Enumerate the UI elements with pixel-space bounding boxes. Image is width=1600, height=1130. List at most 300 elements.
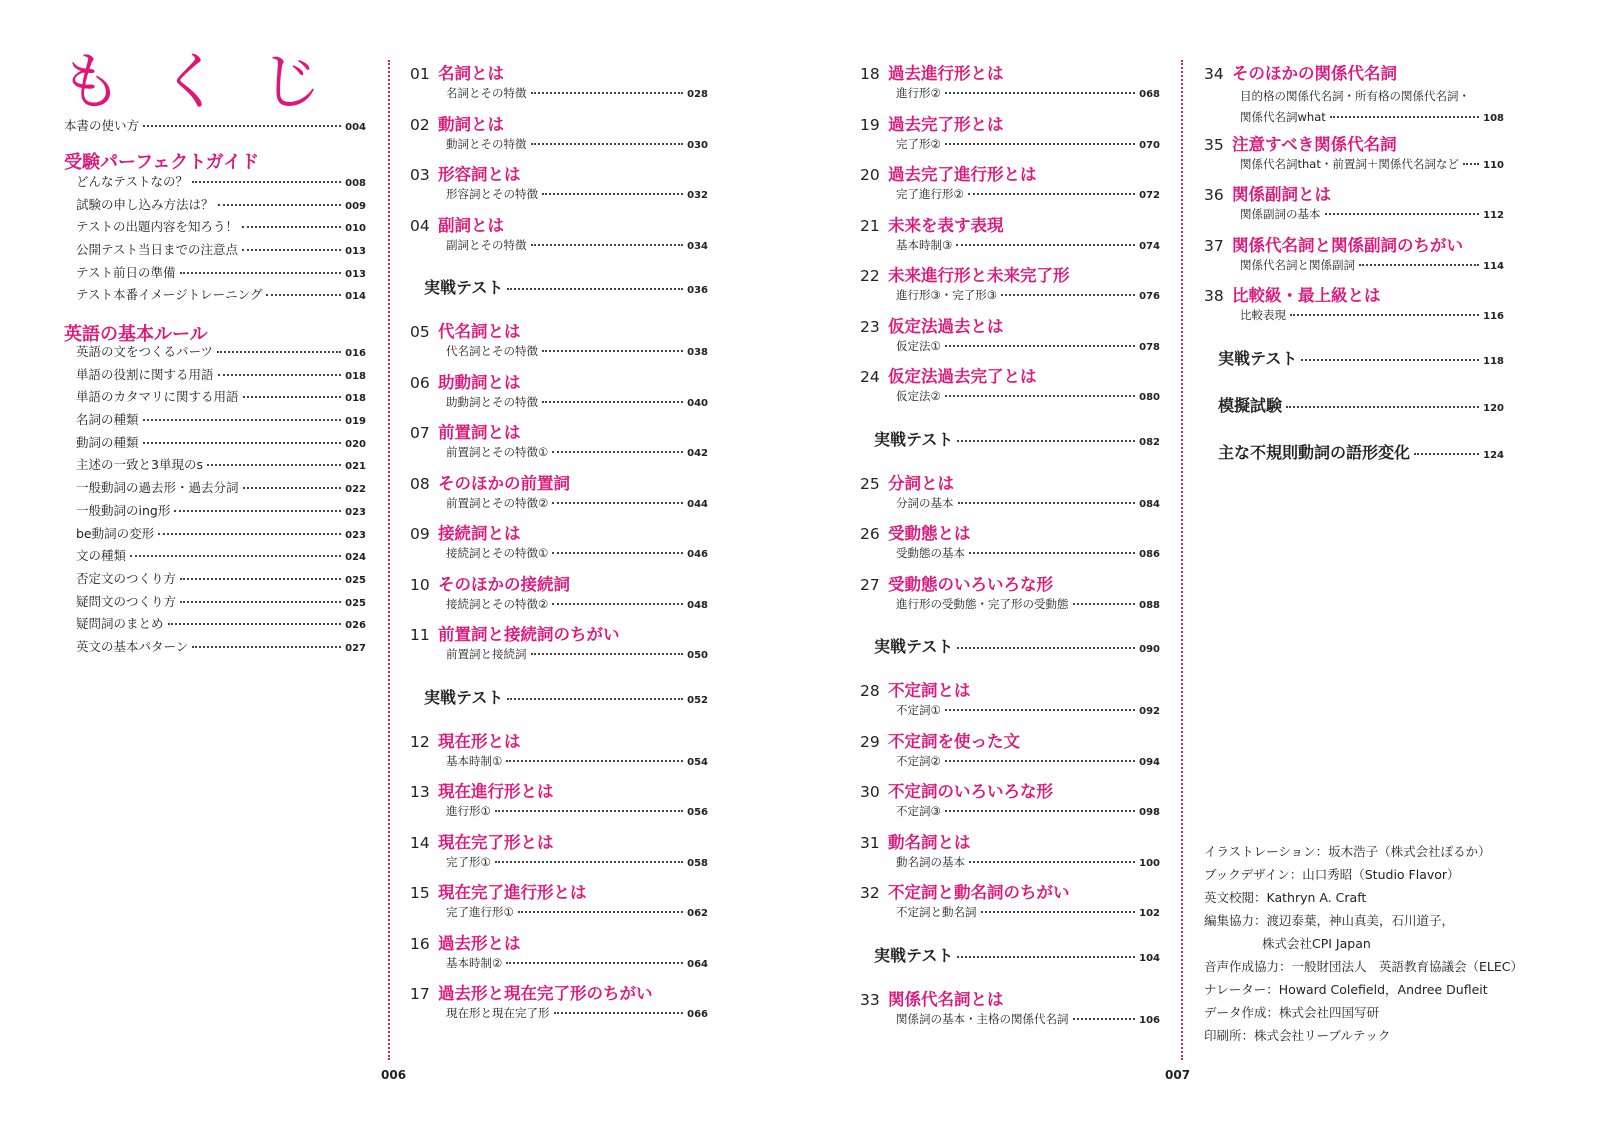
toc-item-label: 実戦テスト <box>874 637 954 656</box>
chapter-subtitle <box>896 753 1160 768</box>
leader-dots <box>945 345 1135 347</box>
chapter-heading <box>410 879 708 903</box>
page-ref: 086 <box>1139 549 1160 560</box>
leader-dots <box>218 374 342 376</box>
chapter-subtitle <box>446 806 708 818</box>
chapter-title: 助動詞とは <box>438 372 521 392</box>
leader-dots <box>495 861 683 863</box>
chapter-number: 15 <box>410 884 430 902</box>
toc-item-label: 接続詞とその特徴① <box>446 546 549 560</box>
page-ref: 016 <box>345 348 366 359</box>
toc-chapter-entry[interactable] <box>410 419 708 459</box>
toc-item-label: 公開テスト当日までの注意点 <box>76 242 239 258</box>
subtitle-row[interactable] <box>1240 209 1504 221</box>
chapter-subtitle <box>1240 156 1504 171</box>
chapter-subtitle <box>896 806 1160 818</box>
toc-chapter-entry[interactable] <box>860 212 1160 252</box>
subtitle-row[interactable] <box>896 136 1160 151</box>
leader-dots <box>1290 314 1479 316</box>
toc-chapter-entry[interactable] <box>860 571 1160 611</box>
subtitle-row[interactable] <box>896 237 1160 252</box>
leader-dots <box>1325 213 1480 215</box>
toc-chapter-entry[interactable] <box>410 369 708 409</box>
subtitle-row[interactable] <box>896 338 1160 353</box>
chapter-title: 動詞とは <box>438 114 504 134</box>
page-ref: 022 <box>345 484 366 496</box>
chapter-heading <box>860 520 1160 544</box>
subtitle-row[interactable] <box>896 806 1160 818</box>
page-ref: 076 <box>1139 291 1160 302</box>
chapter-subtitle <box>896 1011 1160 1026</box>
toc-chapter-entry[interactable] <box>860 111 1160 151</box>
chapter-number: 14 <box>410 833 430 852</box>
section-list <box>76 346 366 664</box>
chapter-title: 受動態とは <box>888 524 971 543</box>
chapter-heading <box>410 111 708 135</box>
page-ref: 072 <box>1139 190 1160 201</box>
chapter-subtitle <box>896 854 1160 869</box>
toc-chapter-entry[interactable] <box>860 728 1160 768</box>
toc-item[interactable] <box>76 570 366 596</box>
subtitle-row[interactable] <box>446 955 708 970</box>
toc-item-label: 完了形② <box>896 136 941 151</box>
subtitle-row[interactable] <box>446 495 708 510</box>
page-ref: 108 <box>1483 113 1504 124</box>
toc-item[interactable] <box>76 459 366 482</box>
page-ref: 062 <box>687 908 708 919</box>
toc-item-label: 前置詞とその特徴① <box>446 445 549 459</box>
chapter-subtitle <box>446 136 708 151</box>
leader-dots <box>143 419 342 421</box>
section-list <box>76 176 366 312</box>
toc-item[interactable] <box>76 434 366 460</box>
toc-chapter-entry[interactable] <box>1204 232 1504 272</box>
leader-dots <box>956 244 1135 246</box>
subtitle-row[interactable] <box>1240 257 1504 272</box>
chapter-title: 受動態のいろいろな形 <box>888 574 1053 594</box>
chapter-number: 11 <box>410 626 430 644</box>
toc-item-label: 完了進行形① <box>446 905 514 919</box>
page-ref: 120 <box>1483 402 1504 414</box>
chapter-heading <box>410 829 708 853</box>
leader-dots <box>1330 116 1479 118</box>
chapter-number: 06 <box>410 373 430 392</box>
toc-item-label: 疑問詞のまとめ <box>76 616 164 632</box>
chapter-subtitle <box>896 338 1160 353</box>
jissen-row[interactable] <box>424 280 708 296</box>
leader-dots <box>552 552 683 554</box>
subtitle-row[interactable] <box>446 753 708 768</box>
chapter-subtitle <box>446 649 708 661</box>
chapter-heading <box>410 212 708 236</box>
toc-item-label: 分詞の基本 <box>896 495 954 510</box>
toc-chapter-entry[interactable] <box>410 621 708 661</box>
toc-item[interactable] <box>76 525 366 551</box>
toc-item-label: 関係代名詞what <box>1240 110 1326 124</box>
toc-item[interactable] <box>76 618 366 641</box>
toc-item-label: 動詞とその特徴 <box>446 136 527 151</box>
chapter-title: 比較級・最上級とは <box>1232 286 1381 305</box>
chapter-heading <box>410 369 708 393</box>
toc-item-label: どんなテストなの？ <box>76 174 189 189</box>
toc-item-label: 関係代名詞that・前置詞＋関係代名詞など <box>1240 156 1459 171</box>
toc-item[interactable] <box>76 264 366 290</box>
leader-dots <box>158 533 341 535</box>
toc-chapter-entry[interactable] <box>860 677 1160 717</box>
subtitle-row[interactable] <box>446 346 708 358</box>
toc-item[interactable] <box>76 221 366 244</box>
chapter-title: 未来進行形と未来完了形 <box>888 266 1070 285</box>
subtitle-row[interactable] <box>896 596 1160 611</box>
subtitle-row[interactable] <box>1240 156 1504 171</box>
chapter-number: 08 <box>410 474 430 493</box>
page-ref: 026 <box>345 620 366 632</box>
toc-chapter-entry[interactable] <box>860 161 1160 201</box>
toc-item[interactable] <box>76 391 366 414</box>
chapter-number: 37 <box>1204 236 1224 255</box>
toc-chapter-entry[interactable] <box>410 778 708 818</box>
page-ref: 023 <box>345 506 366 518</box>
chapter-subtitle <box>896 189 1160 201</box>
column-divider <box>1181 60 1183 1060</box>
chapter-subtitle <box>446 346 708 358</box>
chapter-title: そのほかの関係代名詞 <box>1232 64 1397 83</box>
column-divider <box>388 60 390 1060</box>
subtitle-row[interactable] <box>896 290 1160 302</box>
leader-dots <box>1301 359 1479 361</box>
toc-item-label: 関係詞の基本・主格の関係代名詞 <box>896 1011 1069 1026</box>
subtitle-row[interactable] <box>896 88 1160 100</box>
toc-item-label: 疑問文のつくり方 <box>76 593 177 609</box>
toc-chapter-entry[interactable] <box>1204 60 1504 124</box>
jissen-row[interactable] <box>1218 348 1504 368</box>
page-ref: 052 <box>687 694 708 706</box>
page-ref: 110 <box>1483 159 1504 171</box>
toc-item-label: 前置詞とその特徴② <box>446 495 549 510</box>
leader-dots <box>531 244 684 246</box>
leader-dots <box>242 249 341 251</box>
jissen-row[interactable] <box>424 687 708 707</box>
leader-dots <box>957 956 1135 958</box>
page-ref: 050 <box>687 650 708 661</box>
subtitle-row[interactable] <box>896 189 1160 201</box>
page-ref: 034 <box>687 240 708 252</box>
toc-item-label: 一般動詞の過去形・過去分詞 <box>76 480 239 496</box>
toc-item-label: 不定詞③ <box>896 804 941 818</box>
page-ref: 116 <box>1483 311 1504 322</box>
subtitle-row[interactable] <box>1240 310 1504 322</box>
page-ref: 042 <box>687 448 708 459</box>
subtitle-row[interactable] <box>446 548 708 560</box>
toc-chapter-entry[interactable] <box>860 313 1160 353</box>
subtitle-row[interactable] <box>896 753 1160 768</box>
subtitle-row[interactable] <box>896 391 1160 403</box>
chapter-number: 33 <box>860 990 880 1009</box>
page-ref: 066 <box>687 1009 708 1020</box>
jissen-test-entry <box>424 280 708 296</box>
toc-item-label: 比較表現 <box>1240 308 1286 322</box>
subtitle-row[interactable] <box>446 447 708 459</box>
toc-chapter-entry[interactable] <box>410 571 708 611</box>
page-ref: 024 <box>345 552 366 564</box>
subtitle-row[interactable] <box>896 495 1160 510</box>
toc-chapter-entry[interactable] <box>410 318 708 358</box>
toc-item-label: 模擬試験 <box>1218 395 1283 415</box>
leader-dots <box>180 272 342 274</box>
leader-dots <box>1073 603 1136 605</box>
chapter-heading <box>410 318 708 342</box>
subtitle-row[interactable] <box>896 907 1160 919</box>
page-ref: 004 <box>345 122 366 133</box>
chapter-title: 不定詞と動名詞のちがい <box>888 883 1070 902</box>
subtitle-row[interactable] <box>446 88 708 100</box>
leader-dots <box>192 646 341 648</box>
chapter-heading <box>860 470 1160 494</box>
toc-chapter-entry[interactable] <box>1204 131 1504 171</box>
toc-chapter-entry[interactable] <box>860 778 1160 818</box>
chapter-subtitle <box>1240 257 1504 272</box>
chapter-title: 前置詞とは <box>438 423 521 442</box>
toc-item-label: 主述の一致と3単現のs <box>76 457 203 473</box>
toc-item-label: 試験の申し込み方法は？ <box>76 196 214 212</box>
toc-item-label: 不定詞と動名詞 <box>896 905 977 919</box>
chapter-number: 01 <box>410 65 430 83</box>
toc-chapter-entry[interactable] <box>410 728 708 768</box>
toc-item[interactable] <box>76 346 366 369</box>
subtitle-row[interactable] <box>896 705 1160 717</box>
toc-chapter-entry[interactable] <box>860 520 1160 560</box>
chapter-subtitle <box>1240 88 1504 124</box>
chapter-number: 30 <box>860 783 880 801</box>
subtitle-row[interactable] <box>446 806 708 818</box>
toc-chapter-entry[interactable] <box>410 470 708 510</box>
page-ref: 046 <box>687 549 708 560</box>
chapter-title: 動名詞とは <box>888 832 971 852</box>
chapter-subtitle <box>1240 310 1504 322</box>
jissen-test-entry <box>874 429 1160 449</box>
chapter-heading <box>860 879 1160 903</box>
subtitle-row[interactable] <box>446 854 708 869</box>
subtitle-row[interactable] <box>896 548 1160 560</box>
chapter-number: 07 <box>410 424 430 442</box>
toc-item[interactable] <box>76 550 366 573</box>
chapter-subtitle <box>446 88 708 100</box>
chapter-number: 20 <box>860 166 880 184</box>
toc-chapter-entry[interactable] <box>1204 282 1504 322</box>
subtitle-row[interactable] <box>1240 112 1504 124</box>
toc-item-label: 実戦テスト <box>424 687 504 707</box>
leader-dots <box>242 226 341 228</box>
leader-dots <box>506 760 683 762</box>
chapter-subtitle <box>1240 209 1504 221</box>
toc-item-label: テスト前日の準備 <box>76 264 176 280</box>
toc-item[interactable] <box>76 502 366 528</box>
chapter-title: 前置詞と接続詞のちがい <box>438 625 620 644</box>
page-ref: 032 <box>687 190 708 201</box>
chapter-title: 分詞とは <box>888 473 954 493</box>
chapter-heading <box>410 161 708 185</box>
jissen-row[interactable] <box>1218 395 1504 415</box>
chapter-heading <box>1204 282 1504 306</box>
toc-item[interactable] <box>76 414 366 437</box>
credit-line: ナレーター：Howard Colefield，Andree Dufleit <box>1204 982 1488 997</box>
leader-dots <box>130 555 341 557</box>
toc-chapter-entry[interactable] <box>410 161 708 201</box>
leader-dots <box>542 350 683 352</box>
toc-item[interactable] <box>76 482 366 505</box>
page-title: もくじ <box>60 45 361 118</box>
chapter-heading <box>410 470 708 494</box>
toc-item[interactable] <box>76 593 366 619</box>
page-ref: 023 <box>345 529 366 541</box>
chapter-number: 32 <box>860 884 880 902</box>
chapter-number: 21 <box>860 216 880 235</box>
page-ref: 054 <box>687 756 708 768</box>
toc-chapter-entry[interactable] <box>860 829 1160 869</box>
chapter-number: 23 <box>860 317 880 336</box>
chapter-subtitle <box>446 394 708 409</box>
chapter-subtitle <box>896 907 1160 919</box>
credit-line: 編集協力：渡辺泰葉，神山真美，石川道子， <box>1204 913 1455 928</box>
subtitle-row[interactable] <box>446 189 708 201</box>
subtitle-row[interactable] <box>446 649 708 661</box>
leader-dots <box>1414 453 1479 455</box>
chapter-title: そのほかの前置詞 <box>438 473 570 493</box>
toc-item[interactable] <box>76 176 366 199</box>
chapter-number: 18 <box>860 65 880 83</box>
toc-chapter-entry[interactable] <box>860 262 1160 302</box>
chapter-title: 過去進行形とは <box>888 64 1004 83</box>
toc-chapter-entry[interactable] <box>410 212 708 252</box>
toc-chapter-entry[interactable] <box>860 363 1160 403</box>
jissen-row[interactable] <box>874 639 1160 655</box>
chapter-subtitle <box>446 854 708 869</box>
leader-dots <box>552 451 683 453</box>
chapter-title: 現在形とは <box>438 731 521 751</box>
toc-chapter-entry[interactable] <box>1204 181 1504 221</box>
chapter-number: 29 <box>860 732 880 751</box>
page-ref: 080 <box>1139 392 1160 403</box>
subtitle-row[interactable] <box>446 237 708 252</box>
page-ref: 074 <box>1139 240 1160 252</box>
jissen-row[interactable] <box>874 945 1160 965</box>
toc-chapter-entry[interactable] <box>410 980 708 1020</box>
chapter-subtitle <box>896 596 1160 611</box>
toc-chapter-entry[interactable] <box>410 111 708 151</box>
chapter-number: 36 <box>1204 186 1224 204</box>
subtitle-row[interactable] <box>446 136 708 151</box>
toc-chapter-entry[interactable] <box>410 829 708 869</box>
chapter-subtitle <box>446 1008 708 1020</box>
chapter-number: 38 <box>1204 287 1224 305</box>
jissen-test-entry <box>874 945 1160 965</box>
toc-chapter-entry[interactable] <box>860 879 1160 919</box>
chapter-heading <box>1204 60 1504 84</box>
jissen-test-entry <box>1218 395 1504 415</box>
subtitle-row[interactable] <box>446 596 708 611</box>
credit-line: 英文校閲：Kathryn A. Craft <box>1204 890 1367 905</box>
chapter-title: 過去完了形とは <box>888 114 1004 134</box>
chapter-number: 25 <box>860 474 880 493</box>
page-ref: 044 <box>687 498 708 510</box>
leader-dots <box>542 193 683 195</box>
page-ref: 013 <box>345 246 366 258</box>
page-ref: 021 <box>345 461 366 473</box>
subtitle-row[interactable] <box>896 1011 1160 1026</box>
chapter-subtitle <box>446 447 708 459</box>
toc-intro[interactable] <box>64 120 366 133</box>
subtitle-row[interactable] <box>446 907 708 919</box>
chapter-number: 31 <box>860 833 880 852</box>
subtitle-row[interactable] <box>896 854 1160 869</box>
chapter-heading <box>410 520 708 544</box>
leader-dots <box>958 502 1136 504</box>
leader-dots <box>957 647 1135 649</box>
jissen-row[interactable] <box>1218 442 1504 462</box>
toc-item[interactable] <box>76 244 366 267</box>
toc-item[interactable] <box>76 638 366 664</box>
leader-dots <box>552 603 683 605</box>
page-ref: 056 <box>687 807 708 818</box>
toc-item-label: 実戦テスト <box>874 429 954 449</box>
toc-item-label: 単語のカタマリに関する用語 <box>76 389 239 405</box>
chapter-heading <box>410 621 708 645</box>
toc-item[interactable] <box>76 196 366 222</box>
toc-chapter-entry[interactable] <box>860 60 1160 100</box>
leader-dots <box>180 578 341 580</box>
leader-dots <box>518 911 683 913</box>
jissen-row[interactable] <box>874 429 1160 449</box>
toc-item-label: 英文の基本パターン <box>76 638 189 654</box>
toc-chapter-entry[interactable] <box>860 986 1160 1026</box>
page-ref: 040 <box>687 397 708 409</box>
toc-item-label: 名詞とその特徴 <box>446 86 527 100</box>
credit-line: 印刷所：株式会社リーブルテック <box>1204 1028 1391 1043</box>
toc-item-label: 動名詞の基本 <box>896 854 965 869</box>
subtitle-row[interactable] <box>446 1008 708 1020</box>
leader-dots <box>531 92 684 94</box>
toc-item-label: 関係副詞の基本 <box>1240 207 1321 221</box>
toc-item[interactable] <box>76 289 366 312</box>
page-ref: 009 <box>345 200 366 212</box>
leader-dots <box>945 92 1135 94</box>
page-number-right: 007 <box>1165 1068 1191 1082</box>
subtitle-row[interactable] <box>446 394 708 409</box>
chapter-heading <box>410 728 708 752</box>
chapter-title: 不定詞のいろいろな形 <box>888 782 1053 801</box>
toc-chapter-entry[interactable] <box>410 520 708 560</box>
chapter-number: 10 <box>410 575 430 594</box>
toc-chapter-entry[interactable] <box>410 879 708 919</box>
toc-item-label: 完了形① <box>446 854 491 869</box>
toc-item[interactable] <box>76 366 366 392</box>
toc-chapter-entry[interactable] <box>410 60 708 100</box>
chapter-title: 現在完了形とは <box>438 832 554 852</box>
toc-chapter-entry[interactable] <box>410 930 708 970</box>
jissen-test-entry <box>874 639 1160 655</box>
page-ref: 098 <box>1139 807 1160 818</box>
toc-chapter-entry[interactable] <box>860 470 1160 510</box>
jissen-test-entry <box>424 687 708 707</box>
chapter-subtitle <box>896 391 1160 403</box>
page-ref: 010 <box>345 223 366 235</box>
leader-dots <box>945 810 1135 812</box>
chapter-title: 現在完了進行形とは <box>438 883 587 902</box>
chapter-title: 仮定法過去とは <box>888 316 1004 336</box>
toc-item-label: 名詞の種類 <box>76 412 139 428</box>
leader-dots <box>507 288 683 290</box>
page-ref: 124 <box>1483 449 1504 461</box>
